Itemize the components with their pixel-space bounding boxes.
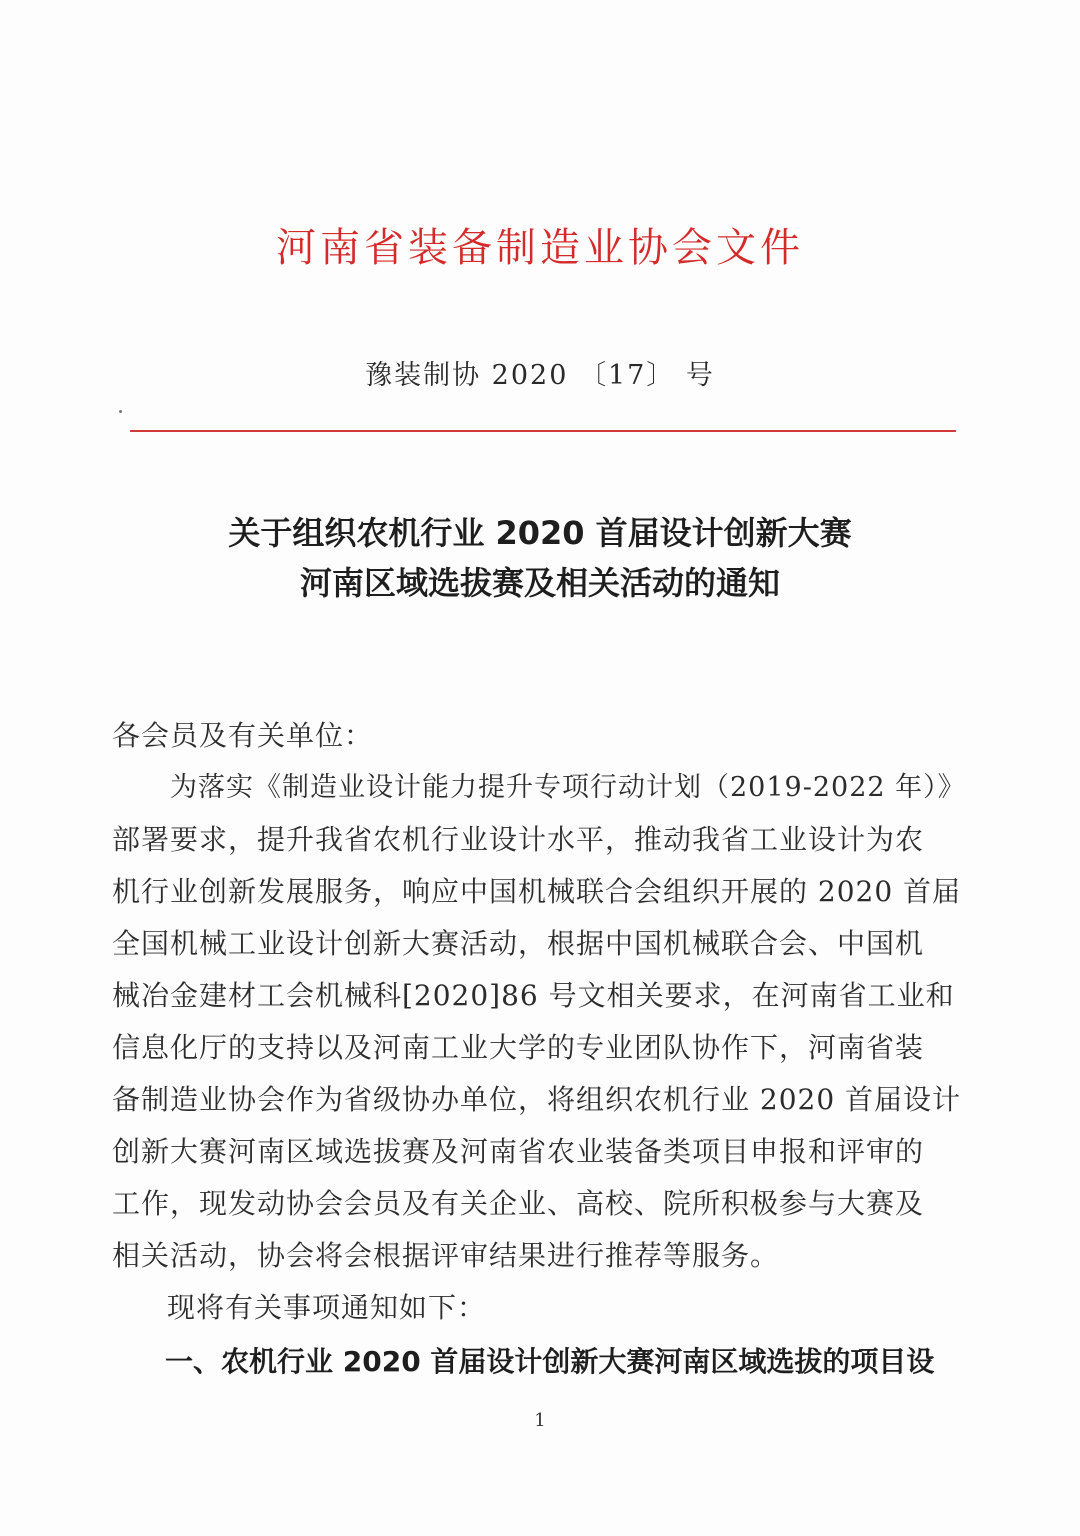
salutation: 各会员及有关单位： — [112, 719, 374, 752]
notice-intro: 现将有关事项通知如下： — [167, 1291, 487, 1324]
paragraph-line: 全国机械工业设计创新大赛活动，根据中国机械联合会、中国机 — [112, 927, 925, 960]
paragraph-line: 相关活动，协会将会根据评审结果进行推荐等服务。 — [112, 1239, 780, 1272]
org-masthead-title: 河南省装备制造业协会文件 — [276, 225, 804, 271]
paragraph-line: 部署要求，提升我省农机行业设计水平，推动我省工业设计为农 — [112, 823, 925, 856]
notice-title-line-1: 关于组织农机行业 2020 首届设计创新大赛 — [228, 514, 852, 552]
notice-title-line-2: 河南区域选拔赛及相关活动的通知 — [299, 564, 780, 602]
paragraph-line: 为落实《制造业设计能力提升专项行动计划（2019-2022 年）》 — [170, 772, 966, 803]
notice-title — [0, 508, 1080, 608]
section-heading-1: 一、农机行业 2020 首届设计创新大赛河南区域选拔的项目设 — [165, 1345, 935, 1378]
paragraph-line: 械冶金建材工会机械科[2020]86 号文相关要求，在河南省工业和 — [112, 979, 955, 1012]
scan-speck — [119, 410, 122, 413]
paragraph-line: 信息化厅的支持以及河南工业大学的专业团队协作下，河南省装 — [112, 1031, 925, 1064]
red-divider-line — [130, 430, 956, 432]
paragraph-line: 机行业创新发展服务，响应中国机械联合会组织开展的 2020 首届 — [112, 875, 962, 908]
page-number: 1 — [534, 1410, 546, 1431]
paragraph-line: 备制造业协会作为省级协办单位，将组织农机行业 2020 首届设计 — [112, 1083, 962, 1116]
paragraph-line: 创新大赛河南区域选拔赛及河南省农业装备类项目申报和评审的 — [112, 1135, 925, 1168]
paragraph-line: 工作，现发动协会会员及有关企业、高校、院所积极参与大赛及 — [112, 1187, 925, 1220]
document-number: 豫装制协 2020 〔17〕 号 — [365, 360, 715, 391]
